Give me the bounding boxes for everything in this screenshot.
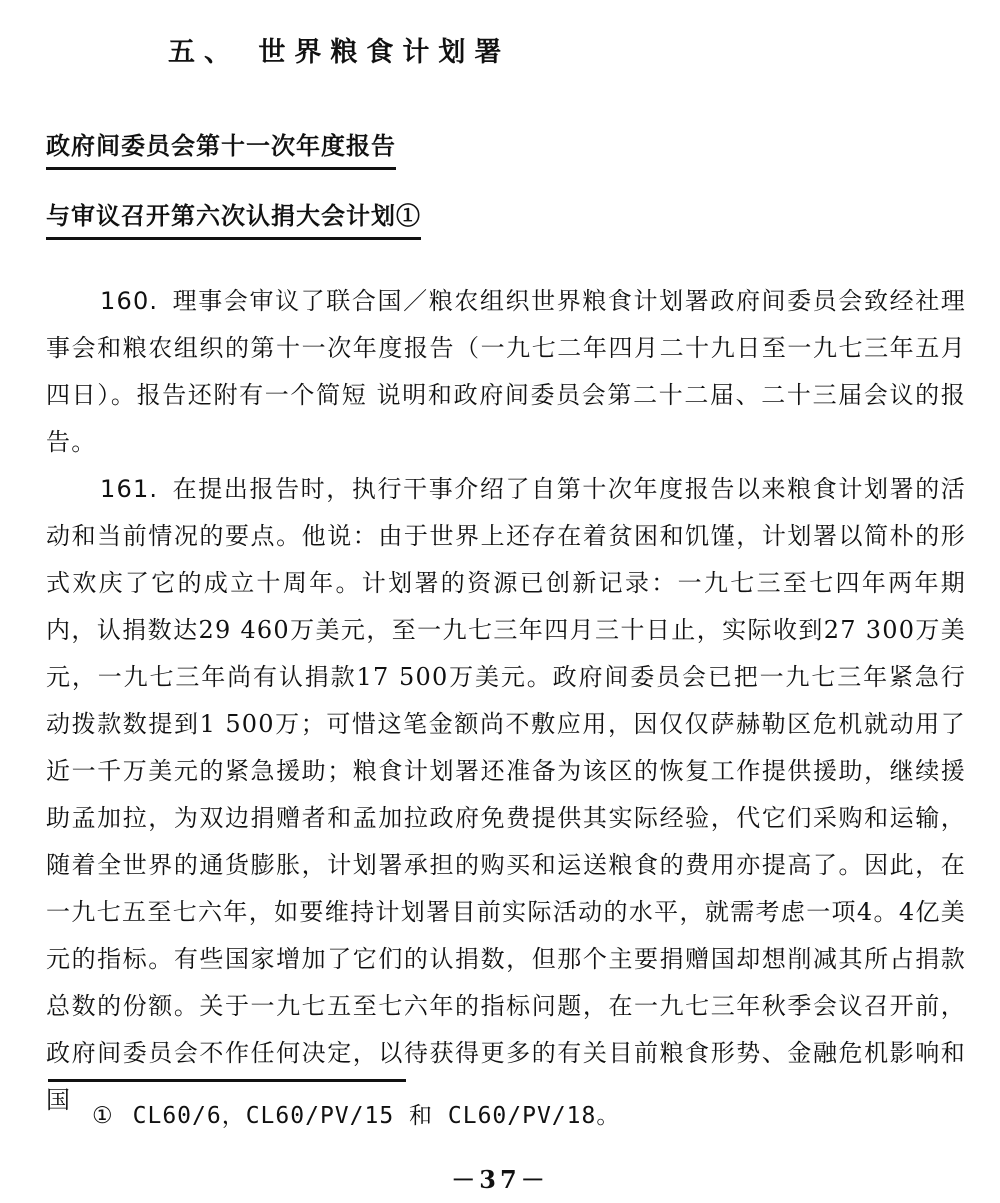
footnote-rule xyxy=(48,1079,406,1082)
footnote-marker: ① xyxy=(92,1103,113,1129)
footnote xyxy=(92,1097,620,1130)
paragraph-text: 在提出报告时，执行干事介绍了自第十次年度报告以来粮食计划署的活动和当前情况的要点。他说：由于世界上还存在着贫困和饥馑，计划署以简朴的形式欢庆了它的成立十周年。计划署的资源已创新记录：一九七三至七四年两年期内，认捐数达29 460万美元，至一九七三年四月三十日止，实际收到27 300万美元，一九七三年尚有认捐款17 500万美元。政府间委员会已把一九七三年紧急行动拨款数提到1 500万；可惜这笔金额尚不敷应用，因仅仅萨赫勒区危机就动用了近一千万美元的紧急援助；粮食计划署还准备为该区的恢复工作提供援助，继续援助孟加拉，为双边捐赠者和孟加拉政府免费提供其实际经验，代它们采购和运输，随着全世界的通货膨胀，计划署承担的购买和运送粮食的费用亦提高了。因此，在一九七五至七六年，如要维持计划署目前实际活动的水平，就需考虑一项4。4亿美元的指标。有些国家增加了它们的认捐数，但那个主要捐赠国却想削减其所占捐款总数的份额。关于一九七五至七六年的指标问题，在一九七三年秋季会议召开前，政府间委员会不作任何决定，以待获得更多的有关目前粮食形势、金融危机影响和国 xyxy=(46,475,966,1114)
paragraph-161 xyxy=(46,466,966,1124)
body-text xyxy=(46,278,966,1124)
footnote-text: CL60/6，CL60/PV/15 和 CL60/PV/18。 xyxy=(132,1103,621,1129)
paragraph-number: 161. xyxy=(100,475,159,503)
report-subheading-1: 政府间委员会第十一次年度报告 xyxy=(46,126,396,170)
paragraph-text: 理事会审议了联合国／粮农组织世界粮食计划署政府间委员会致经社理事会和粮农组织的第十一次年度报告（一九七二年四月二十九日至一九七三年五月四日）。报告还附有一个简短 说明和政府间委员会第二十二届、二十三届会议的报告。 xyxy=(46,287,966,456)
report-subheading-2: 与审议召开第六次认捐大会计划① xyxy=(46,196,421,240)
paragraph-160 xyxy=(46,278,966,466)
section-heading: 五、 世界粮食计划署 xyxy=(168,37,511,68)
paragraph-number: 160. xyxy=(100,287,159,315)
page-number: －37－ xyxy=(451,1165,549,1194)
